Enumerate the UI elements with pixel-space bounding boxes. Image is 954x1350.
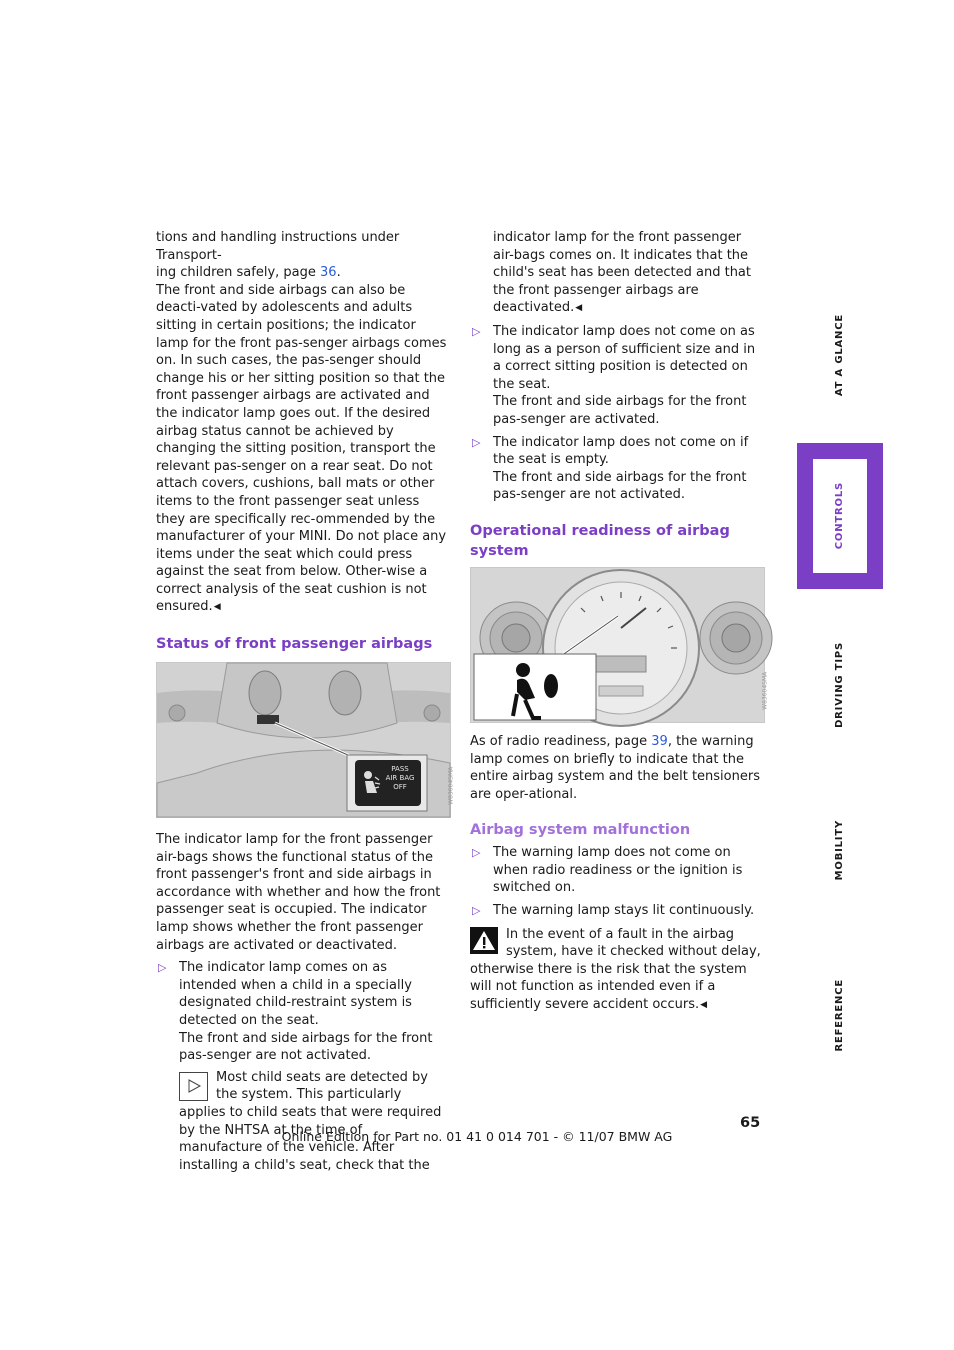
figure-code: W83604SMA	[761, 671, 769, 710]
warning-triangle-icon	[470, 927, 498, 954]
paragraph-radio-readiness: As of radio readiness, page 39, the warning lamp comes on briefly to indicate that the entire airbag system and the belt tensioners are oper-ational.	[470, 733, 760, 802]
tab-controls[interactable]: CONTROLS	[797, 443, 883, 589]
bullet-lamp-stays-lit: ▷ The warning lamp stays lit continuously.	[472, 903, 755, 919]
right-column	[470, 229, 769, 1015]
tab-at-a-glance[interactable]: AT A GLANCE	[834, 313, 846, 397]
bullet-arrow-icon: ▷	[472, 435, 481, 449]
paragraph-indicator-status: The indicator lamp for the front passenger air-bags shows the functional status of the front passenger's front and side airbags in accordance with whether and how the front passenger seat is occupied. The indicator lamp shows whether the front passenger airbags are activated or deactivated.	[156, 832, 441, 953]
warning-block: In the event of a fault in the airbag system, have it checked without delay, otherwise there is the risk that the system will not function as intended even if a sufficiently severe accident occurs. ◀	[470, 926, 762, 1015]
lamp-label: PASS AIR BAG OFF	[385, 765, 415, 792]
section-tabs	[797, 300, 883, 1060]
left-column	[156, 229, 455, 1174]
paragraph-deactivation: The front and side airbags can also be deacti-vated by adolescents and adults sitting in certain positions; the indicator lamp for the front pas-senger airbags comes on. In such cases, the pas-senger should change his or her sitting position so that the front passenger airbags are activated and the indicator lamp goes out. If the desired airbag status cannot be achieved by changing the sitting position, transport the relevant pas-senger on a rear seat. Do not attach covers, cushions, ball mats or other items to the front passenger seat unless they are specifically rec-ommended by the manufacturer of your MINI. Do not place any items under the seat which could press against the seat from below. Other-wise a correct analysis of the seat cushion is not ensured. ◀	[156, 282, 448, 617]
figure-code: W83604SMA	[447, 766, 455, 805]
footer: Online Edition for Part no. 01 41 0 014 701 - © 11/07 BMW AG	[281, 1129, 673, 1144]
bullet-person-detected: ▷ The indicator lamp does not come on as long as a person of sufficient size and in a correct sitting position is detected on the seat. The front and side airbags for the front pas-senger are activated.	[472, 323, 756, 427]
bullet-arrow-icon: ▷	[472, 846, 481, 860]
bullet-arrow-icon: ▷	[158, 961, 167, 975]
continued-note: indicator lamp for the front passenger air-bags comes on. It indicates that the child's seat has been detected and that the front passenger airbags are deactivated. ◀	[493, 229, 762, 318]
heading-airbag-malfunction: Airbag system malfunction	[470, 822, 691, 839]
heading-operational-readiness: Operational readiness of airbag system	[470, 522, 730, 559]
figure-passenger-airbag-lamp	[156, 662, 455, 818]
page-number: 65	[740, 1115, 761, 1131]
bullet-arrow-icon: ▷	[472, 324, 481, 338]
bullet-child-seat-detected: ▷ The indicator lamp comes on as intended when a child in a specially designated child-restraint system is detected on the seat. The front and side airbags for the front pas-senger are not activated. Most child seats are detected by the system. This particularly applies to child seats that were required by the NHTSA at the time of manufacture of the vehicle. After installing a child's seat, check that the	[156, 959, 448, 1174]
tab-mobility[interactable]: MOBILITY	[834, 819, 846, 881]
page-39-link[interactable]: 39	[651, 733, 668, 749]
figure-airbag-warning-lamp	[470, 567, 769, 723]
bullet-arrow-icon: ▷	[472, 904, 481, 918]
bullet-seat-empty: ▷ The indicator lamp does not come on if the seat is empty. The front and side airbags for the front pas-senger are not activated.	[472, 434, 749, 503]
note-play-icon	[179, 1072, 208, 1101]
page-36-link[interactable]: 36	[320, 265, 337, 281]
continued-intro: tions and handling instructions under Transport- ing children safely, page 36.	[156, 230, 400, 281]
tab-reference[interactable]: REFERENCE	[834, 978, 846, 1052]
bullet-lamp-not-on: ▷ The warning lamp does not come on when radio readiness or the ignition is switched on.	[472, 845, 743, 896]
instrument-panel-illustration	[471, 568, 764, 722]
tab-driving-tips[interactable]: DRIVING TIPS	[834, 642, 846, 728]
note-block: Most child seats are detected by the system. This particularly applies to child seats that were required by the NHTSA at the time of manufacture of the vehicle. After installing a child's seat, check that the	[179, 1069, 442, 1173]
overhead-console-illustration	[157, 663, 450, 817]
heading-status-front-passenger-airbags: Status of front passenger airbags	[156, 636, 433, 653]
